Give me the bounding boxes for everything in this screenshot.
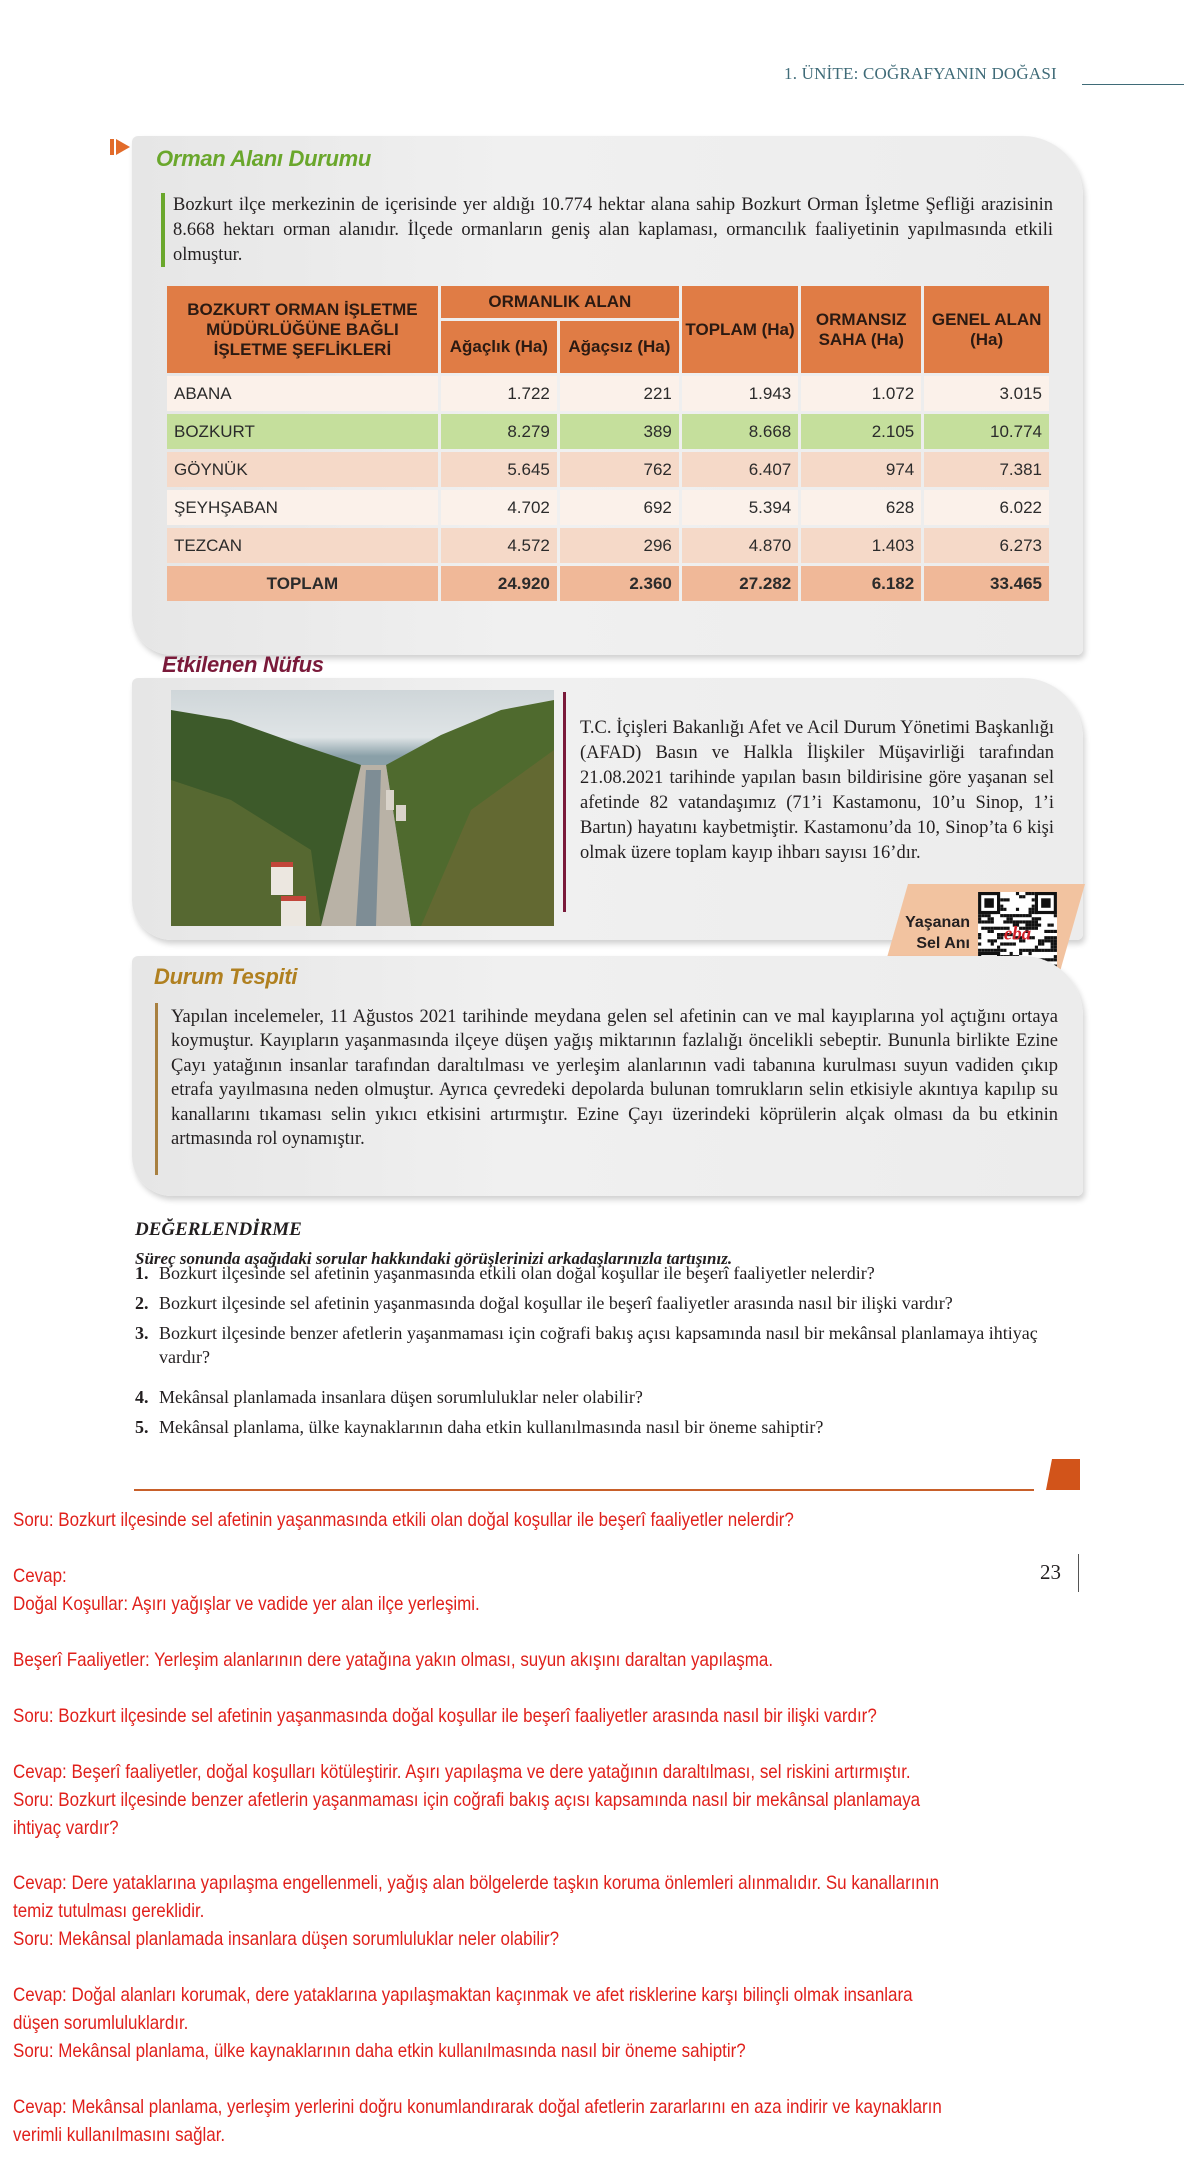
cell-name: GÖYNÜK [167,452,438,487]
cell-value: 33.465 [924,566,1049,601]
cell-value: 762 [560,452,679,487]
cell-value: 389 [560,414,679,449]
answer-question-line: Soru: Bozkurt ilçesinde benzer afetlerin yaşanmaması için coğrafi bakış açısı kapsamında nasıl bir mekânsal planlamaya [13,1789,921,1811]
header-rule [1082,84,1184,85]
evaluation-question [135,1291,1080,1315]
cell-value: 24.920 [441,566,557,601]
answer-question-line: Soru: Bozkurt ilçesinde sel afetinin yaşanmasında doğal koşullar ile beşerî faaliyetler arasında nasıl bir ilişki vardır? [13,1705,877,1727]
answer-line: Cevap: Doğal alanları korumak, dere yataklarına yapılaşmaktan kaçınmak ve afet risklerine karşı bilinçli olmak insanlara [13,1984,913,2006]
table-row [167,452,1049,487]
population-text-bar [563,692,566,912]
unit-header: 1. ÜNİTE: COĞRAFYANIN DOĞASI [784,64,1057,83]
table-row [167,376,1049,411]
question-number: 1. [135,1263,149,1283]
answer-line: verimli kullanılmasını sağlar. [13,2124,226,2146]
assessment-text: Yapılan incelemeler, 11 Ağustos 2021 tarihinde meydana gelen sel afetinin can ve mal kayıplarına yol açtığını ortaya koymuştur. Kayıpların yaşanmasında ilçeye düşen yağış miktarının fazlalığı öncelikli sebeptir. Bununla birlikte Ezine Çayı yatağının insanlar tarafından daraltılması ve yerleşim alanlarının vadi tabanına kurulması suyun vadiden çıkıp etrafa yayılmasına neden olmuştur. Ayrıca çevredeki depolarda bulunan tomrukların selin etkisiyle akıntıya kapılıp su kanallarını tıkaması selin yıkıcı etkisini artırmıştır. Ezine Çayı üzerindeki köprülerin alçak olması da bu etkinin artmasında rol oynamıştır. [171,1007,1058,1150]
cell-value: 5.645 [441,452,557,487]
cell-value: 8.279 [441,414,557,449]
cell-value: 7.381 [924,452,1049,487]
evaluation-question [135,1261,1080,1285]
assessment-title: Durum Tespiti [154,964,298,989]
col-header-treed: Ağaçlık (Ha) [441,321,557,373]
answer-line: Cevap: Mekânsal planlama, yerleşim yerlerini doğru konumlandırarak doğal afetlerin zararlarını en aza indirir ve kaynakların [13,2096,942,2118]
footer-rule [134,1489,1034,1491]
answer-question-line: Soru: Bozkurt ilçesinde sel afetinin yaşanmasında etkili olan doğal koşullar ile beşerî faaliyetler nelerdir? [13,1509,794,1531]
cell-value: 6.407 [682,452,798,487]
answer-line: temiz tutulması gereklidir. [13,1900,205,1922]
table-row [167,414,1049,449]
evaluation-heading: DEĞERLENDİRME [135,1219,302,1240]
cell-value: 27.282 [682,566,798,601]
cell-name: TEZCAN [167,528,438,563]
cell-value: 2.360 [560,566,679,601]
answer-question-line: Soru: Mekânsal planlamada insanlara düşen sorumluluklar neler olabilir? [13,1928,560,1950]
cell-value: 6.273 [924,528,1049,563]
section-arrow-icon [110,137,132,157]
table-row [167,528,1049,563]
qr-label [905,912,970,954]
footer-corner-mark [1046,1459,1080,1490]
bozkurt-valley-photo [171,690,554,926]
assessment-text-bar [155,1003,158,1175]
total-row [167,566,1049,601]
population-text: T.C. İçişleri Bakanlığı Afet ve Acil Durum Yönetimi Başkanlığı (AFAD) Basın ve Halkla İlişkiler Müşavirliği tarafından 21.08.2021 tarihinde yapılan basın bildirisine göre yaşanan sel afetinde 82 vatandaşımız (71’i Kastamonu, 10’u Sinop, 1’i Bartın) hayatını kaybetmiştir. Kastamonu’da 10, Sinop’ta 6 kişi olmak üzere toplam kayıp ihbarı sayısı 16’dır. [580,718,1054,863]
page-number-bar [1078,1554,1079,1592]
forest-text: Bozkurt ilçe merkezinin de içerisinde yer aldığı 10.774 hektar alana sahip Bozkurt Orman İşletme Şefliği arazisinin 8.668 hektarı orman alanıdır. İlçede ormanların geniş alan kaplaması, ormancılık faaliyetinin yapılmasında etkili olmuştur. [173,195,1053,265]
question-number: 5. [135,1417,149,1437]
answer-line: Doğal Koşullar: Aşırı yağışlar ve vadide yer alan ilçe yerleşimi. [13,1593,480,1615]
answer-line: ihtiyaç vardır? [13,1817,119,1839]
forest-table [164,283,1052,604]
qr-label-line2: Sel Anı [916,935,970,952]
evaluation-question [135,1385,1080,1409]
cell-name: ŞEYHŞABAN [167,490,438,525]
forest-title: Orman Alanı Durumu [156,146,372,171]
question-number: 2. [135,1293,149,1313]
cell-value: 5.394 [682,490,798,525]
evaluation-question [135,1321,1080,1369]
answer-line: Cevap: Dere yataklarına yapılaşma engellenmeli, yağış alan bölgelerde taşkın koruma önlemleri alınmalıdır. Su kanallarının [13,1872,940,1894]
evaluation-question [135,1415,1080,1439]
cell-value: 6.022 [924,490,1049,525]
question-text: Bozkurt ilçesinde sel afetinin yaşanmasında etkili olan doğal koşullar ile beşerî faaliyetler nelerdir? [159,1263,875,1283]
evaluation-subheading: Süreç sonunda aşağıdaki sorular hakkındaki görüşlerinizi arkadaşlarınızla tartışınız. [135,1249,733,1268]
col-header-forest: ORMANLIK ALAN [441,286,679,318]
question-text: Mekânsal planlamada insanlara düşen sorumluluklar neler olabilir? [159,1387,643,1407]
cell-name: TOPLAM [167,566,438,601]
cell-value: 4.572 [441,528,557,563]
answer-line: düşen sorumluluklardır. [13,2012,189,2034]
col-header-name: BOZKURT ORMAN İŞLETME MÜDÜRLÜĞÜNE BAĞLI İŞLETME ŞEFLİKLERİ [167,286,438,373]
cell-value: 3.015 [924,376,1049,411]
qr-label-line1: Yaşanan [905,914,970,931]
cell-value: 6.182 [801,566,921,601]
population-title: Etkilenen Nüfus [162,652,324,677]
cell-value: 8.668 [682,414,798,449]
cell-value: 221 [560,376,679,411]
cell-value: 296 [560,528,679,563]
question-number: 3. [135,1323,149,1343]
table-row [167,490,1049,525]
cell-value: 974 [801,452,921,487]
col-header-nonforest: ORMANSIZ SAHA (Ha) [801,286,921,373]
cell-value: 10.774 [924,414,1049,449]
cell-value: 1.943 [682,376,798,411]
answer-line: Beşerî Faaliyetler: Yerleşim alanlarının dere yatağına yakın olması, suyun akışını daraltan yapılaşma. [13,1649,774,1671]
question-text: Bozkurt ilçesinde benzer afetlerin yaşanmaması için coğrafi bakış açısı kapsamında nasıl bir mekânsal planlamaya ihtiyaç vardır? [159,1323,1038,1367]
answer-line: Cevap: Beşerî faaliyetler, doğal koşulları kötüleştirir. Aşırı yapılaşma ve dere yatağının daraltılması, sel riskini artırmıştır. [13,1761,911,1783]
col-header-treeless: Ağaçsız (Ha) [560,321,679,373]
cell-name: ABANA [167,376,438,411]
cell-value: 4.870 [682,528,798,563]
cell-value: 2.105 [801,414,921,449]
eba-logo: eba [1003,923,1032,945]
col-header-total: TOPLAM (Ha) [682,286,798,373]
question-text: Bozkurt ilçesinde sel afetinin yaşanmasında doğal koşullar ile beşerî faaliyetler arasında nasıl bir ilişki vardır? [159,1293,953,1313]
cell-value: 1.722 [441,376,557,411]
answer-line: Cevap: [13,1565,67,1587]
cell-value: 4.702 [441,490,557,525]
cell-name: BOZKURT [167,414,438,449]
cell-value: 1.403 [801,528,921,563]
col-header-general: GENEL ALAN (Ha) [924,286,1049,373]
page-number: 23 [1040,1560,1061,1584]
question-text: Mekânsal planlama, ülke kaynaklarının daha etkin kullanılmasında nasıl bir öneme sahiptir? [159,1417,824,1437]
forest-text-bar [161,193,165,267]
question-number: 4. [135,1387,149,1407]
answer-question-line: Soru: Mekânsal planlama, ülke kaynaklarının daha etkin kullanılmasında nasıl bir öneme sahiptir? [13,2040,746,2062]
cell-value: 692 [560,490,679,525]
cell-value: 628 [801,490,921,525]
cell-value: 1.072 [801,376,921,411]
